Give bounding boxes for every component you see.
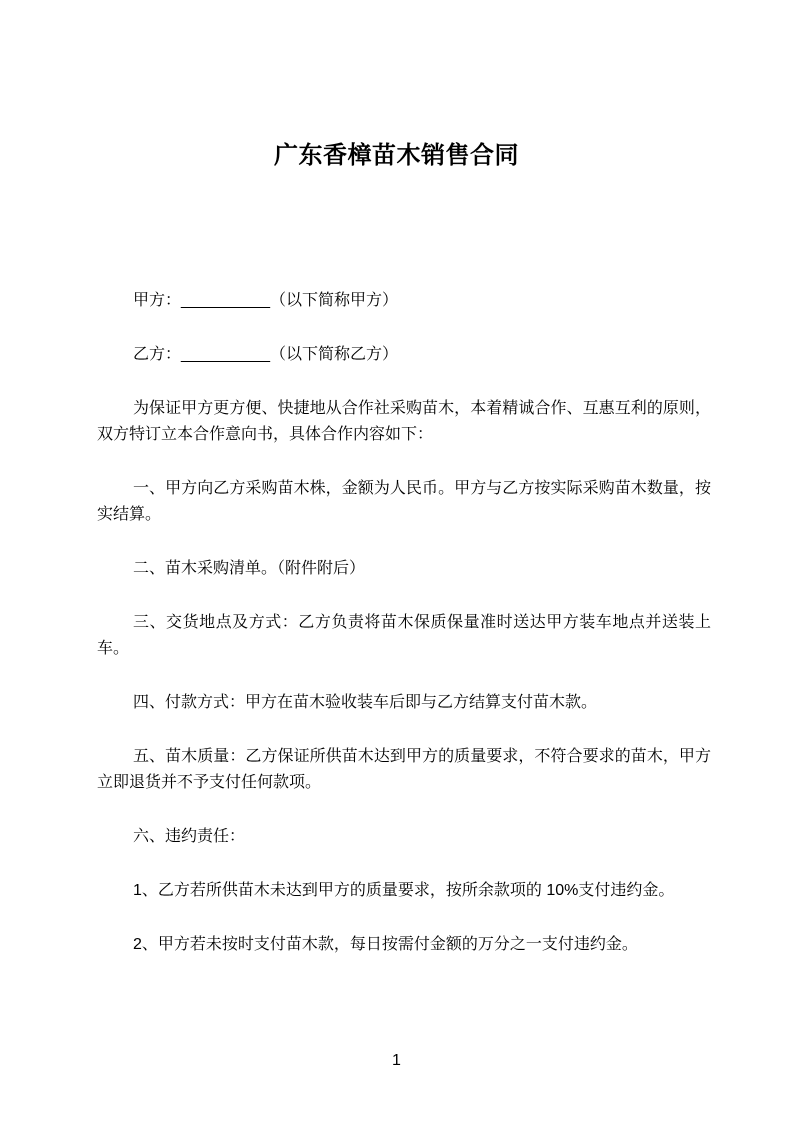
clause-6-item-1: 1、乙方若所供苗木未达到甲方的质量要求，按所余款项的 10%支付违约金。 [133,882,675,899]
clause-3-delivery: 三、交货地点及方式：乙方负责将苗木保质保量准时送达甲方装车地点并送装上车。 [97,614,711,657]
clause-6-breach-heading: 六、违约责任： [133,828,246,845]
clause-6-item-2: 2、甲方若未按时支付苗木款，每日按需付金额的万分之一支付违约金。 [133,936,638,953]
page-number: 1 [392,1052,401,1069]
document-body [97,288,711,986]
clause-2-purchase-list: 二、苗木采购清单。（附件附后） [133,560,366,577]
document-title: 广东香樟苗木销售合同 [274,142,519,169]
clause-5-quality: 五、苗木质量：乙方保证所供苗木达到甲方的质量要求，不符合要求的苗木，甲方立即退货并不予支付任何款项。 [97,748,711,791]
clause-4-payment: 四、付款方式：甲方在苗木验收装车后即与乙方结算支付苗木款。 [133,694,598,711]
party-b-line: 乙方：__________（以下简称乙方） [133,346,398,363]
party-a-line: 甲方：__________（以下简称甲方） [133,292,398,309]
intro-paragraph: 为保证甲方更方便、快捷地从合作社采购苗木，本着精诚合作、互惠互利的原则，双方特订立本合作意向书，具体合作内容如下： [97,400,711,443]
clause-1-purchase: 一、甲方向乙方采购苗木株，金额为人民币。甲方与乙方按实际采购苗木数量，按实结算。 [97,480,711,523]
